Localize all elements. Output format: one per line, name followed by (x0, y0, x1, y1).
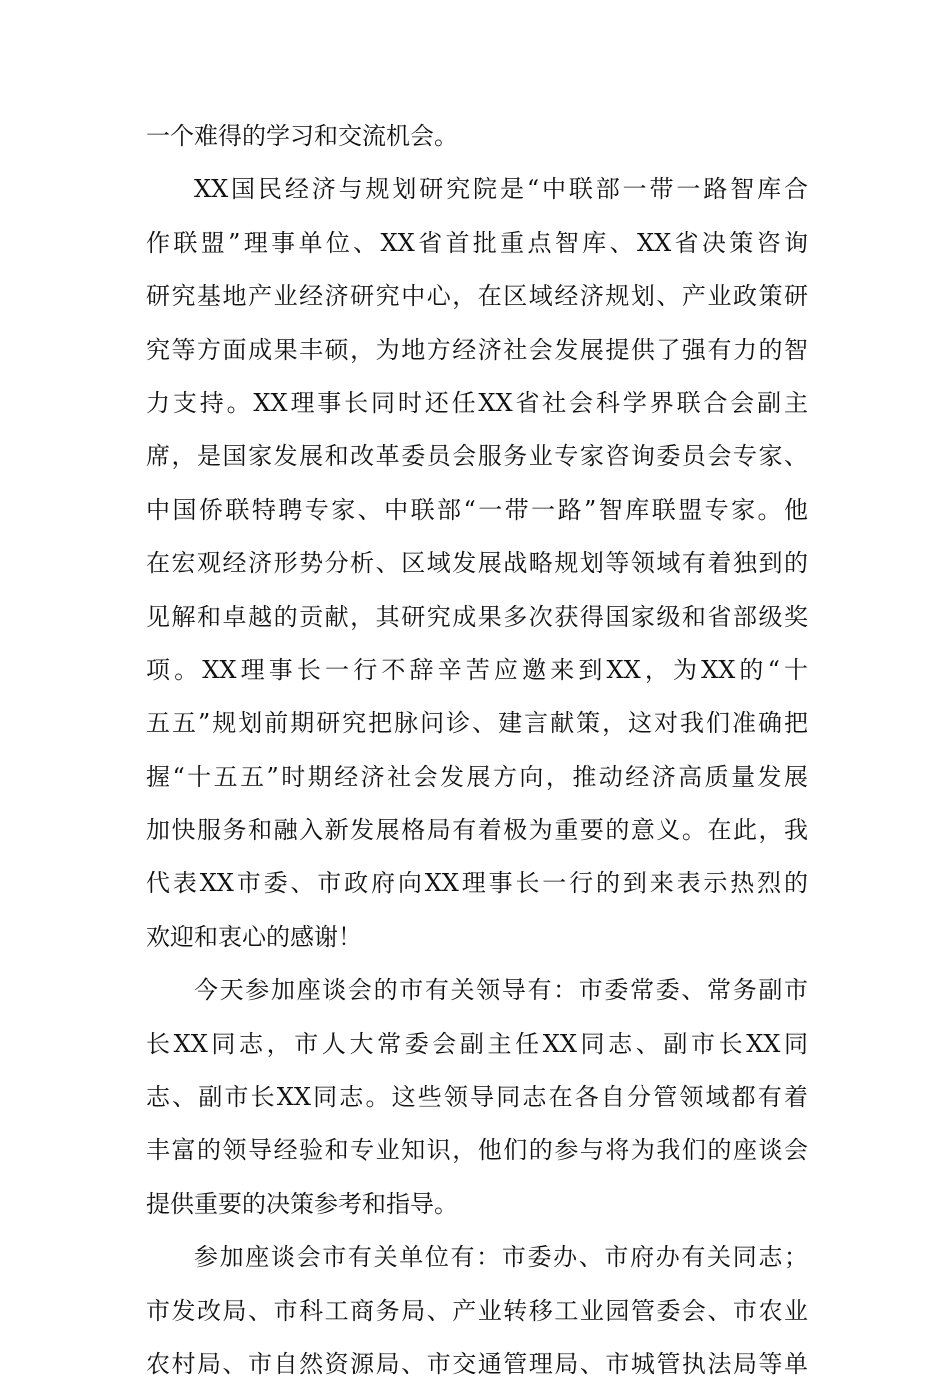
text-line: 究等方面成果丰硕，为地方经济社会发展提供了强有力的智 (146, 335, 808, 364)
text-line: 市发改局、市科工商务局、产业转移工业园管委会、市农业 (146, 1296, 808, 1325)
text-line: 志、副市长XX同志。这些领导同志在各自分管领域都有着 (146, 1083, 808, 1112)
paragraph-first-line: XX国民经济与规划研究院是“中联部一带一路智库合 (194, 175, 808, 204)
text-line: 项。XX理事长一行不辞辛苦应邀来到XX，为XX的“十 (146, 655, 808, 684)
text-line: 中国侨联特聘专家、中联部“一带一路”智库联盟专家。他 (146, 495, 808, 524)
text-line: 代表XX市委、市政府向XX理事长一行的到来表示热烈的 (146, 869, 808, 898)
text-line: 长XX同志，市人大常委会副主任XX同志、副市长XX同 (146, 1029, 808, 1058)
paragraph-first-line: 今天参加座谈会的市有关领导有：市委常委、常务副市 (194, 976, 808, 1005)
text-line: 一个难得的学习和交流机会。 (146, 122, 458, 150)
text-line: 加快服务和融入新发展格局有着极为重要的意义。在此，我 (146, 816, 808, 845)
text-line: 握“十五五”时期经济社会发展方向，推动经济高质量发展 (146, 762, 808, 791)
text-line: 农村局、市自然资源局、市交通管理局、市城管执法局等单 (146, 1349, 808, 1378)
body-text (146, 110, 808, 1391)
text-line: 作联盟”理事单位、XX省首批重点智库、XX省决策咨询 (146, 228, 808, 257)
text-line: 见解和卓越的贡献，其研究成果多次获得国家级和省部级奖 (146, 602, 808, 631)
text-line: 席，是国家发展和改革委员会服务业专家咨询委员会专家、 (146, 442, 808, 471)
text-line: 五五”规划前期研究把脉问诊、建言献策，这对我们准确把 (146, 709, 808, 738)
text-line: 力支持。XX理事长同时还任XX省社会科学界联合会副主 (146, 388, 808, 417)
text-line: 丰富的领导经验和专业知识，他们的参与将为我们的座谈会 (146, 1136, 808, 1165)
text-line: 在宏观经济形势分析、区域发展战略规划等领域有着独到的 (146, 549, 808, 578)
text-line: 提供重要的决策参考和指导。 (146, 1189, 458, 1218)
text-line: 欢迎和衷心的感谢！ (146, 922, 362, 951)
text-line: 研究基地产业经济研究中心，在区域经济规划、产业政策研 (146, 282, 808, 311)
paragraph-first-line: 参加座谈会市有关单位有：市委办、市府办有关同志； (194, 1243, 808, 1272)
